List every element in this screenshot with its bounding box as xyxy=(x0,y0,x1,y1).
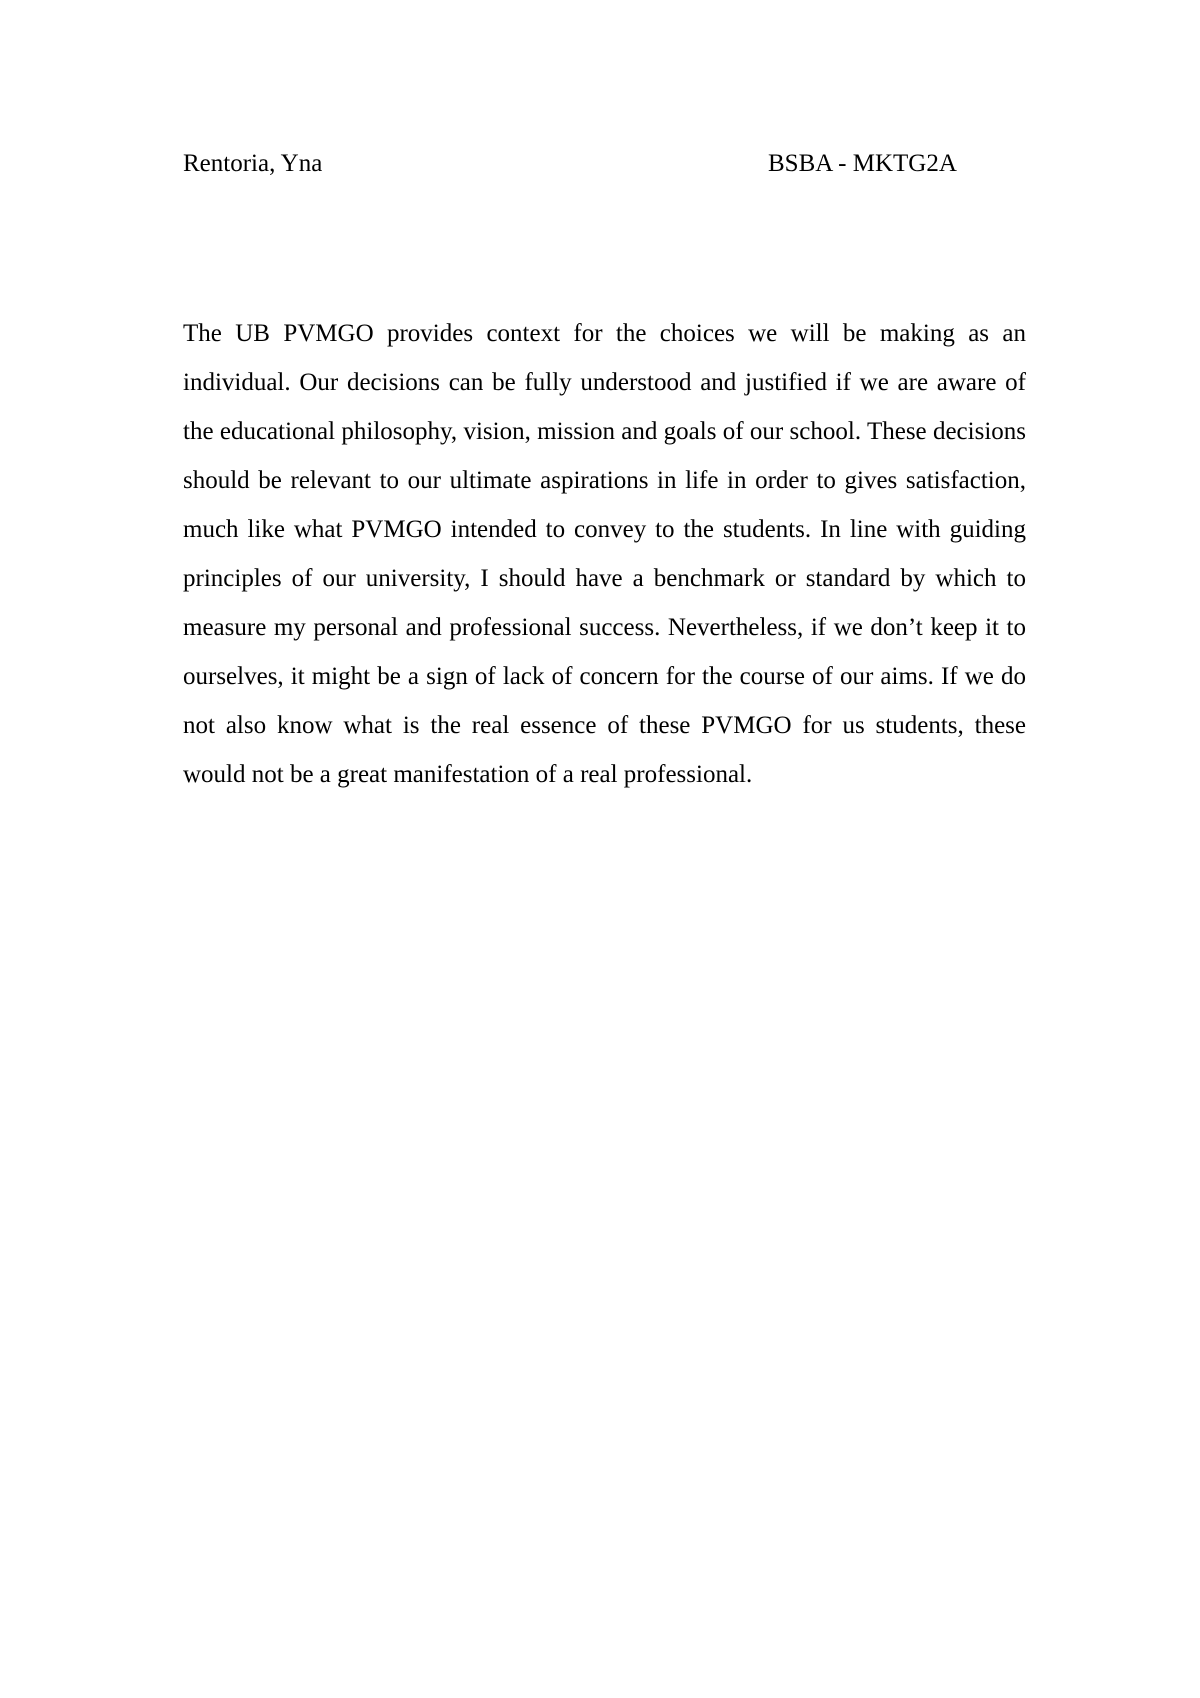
course-section: BSBA - MKTG2A xyxy=(768,150,957,177)
body-paragraph: The UB PVMGO provides context for the choices we will be making as an individual. Our decisions can be fully understood and justified if we are aware of the educational philosophy, vision, mission and goals of our school. These decisions should be relevant to our ultimate aspirations in life in order to gives satisfaction, much like what PVMGO intended to convey to the students. In line with guiding principles of our university, I should have a benchmark or standard by which to measure my personal and professional success. Nevertheless, if we don’t keep it to ourselves, it might be a sign of lack of concern for the course of our aims. If we do not also know what is the real essence of these PVMGO for us students, these would not be a great manifestation of a real professional. xyxy=(183,320,1026,788)
author-name: Rentoria, Yna xyxy=(183,150,323,177)
